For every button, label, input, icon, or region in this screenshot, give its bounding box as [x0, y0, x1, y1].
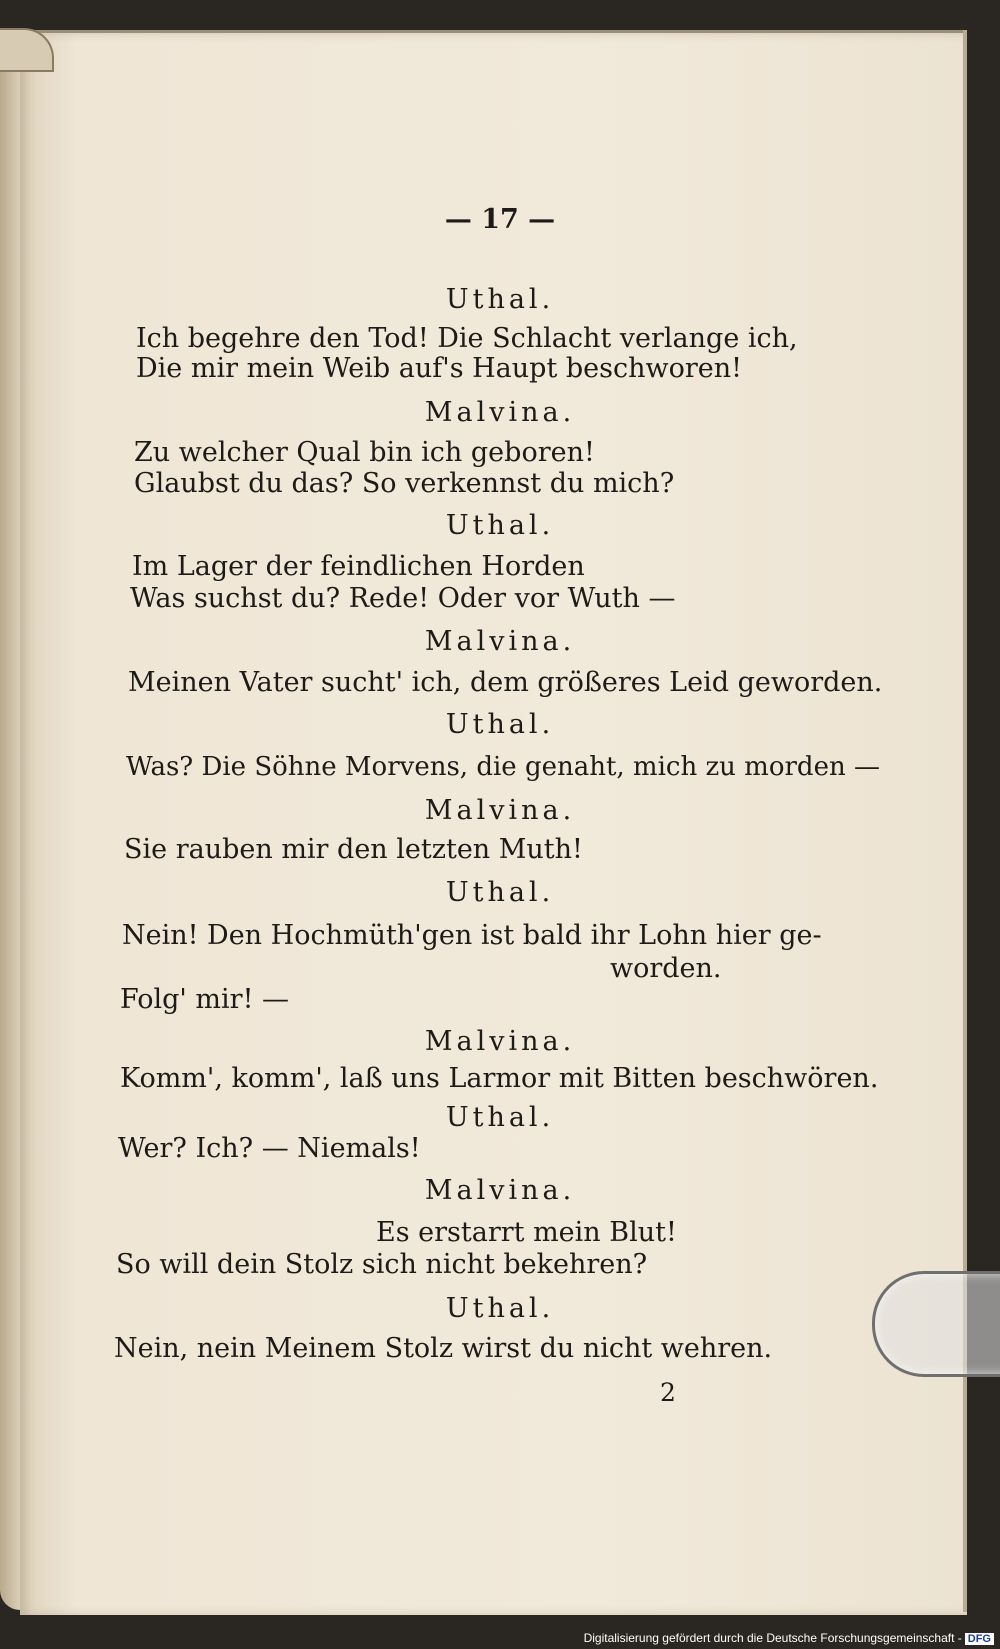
credit-text: Digitalisierung gefördert durch die Deutsche Forschungsgemeinschaft -: [583, 1631, 962, 1645]
speaker-name: Malvina.: [424, 795, 576, 826]
verse-line: Im Lager der feindlichen Horden: [132, 551, 585, 582]
verse-line: Folg' mir! —: [120, 984, 290, 1015]
verse-line: Die mir mein Weib auf's Haupt beschworen!: [136, 353, 742, 384]
verse-line: Zu welcher Qual bin ich geboren!: [134, 437, 595, 468]
dfg-logo: DFG: [965, 1633, 994, 1645]
verse-line: Nein, nein Meinem Stolz wirst du nicht wehren.: [114, 1333, 773, 1364]
verse-line: Nein! Den Hochmüth'gen ist bald ihr Lohn hier ge-: [122, 920, 822, 951]
verse-line: Meinen Vater sucht' ich, dem größeres Leid geworden.: [128, 667, 883, 698]
verse-line: Glaubst du das? So verkennst du mich?: [134, 468, 675, 499]
page-clip: [872, 1271, 1000, 1377]
speaker-name: Malvina.: [424, 626, 576, 657]
verse-line: Komm', komm', laß uns Larmor mit Bitten beschwören.: [120, 1063, 879, 1094]
speaker-name: Uthal.: [445, 1293, 555, 1324]
speaker-name: Malvina.: [424, 397, 576, 428]
verse-line: Wer? Ich? — Niemals!: [118, 1133, 421, 1164]
speaker-name: Uthal.: [445, 1102, 555, 1133]
verse-line: So will dein Stolz sich nicht bekehren?: [116, 1249, 648, 1280]
speaker-name: Uthal.: [445, 284, 555, 315]
verse-line-continuation: worden.: [610, 953, 722, 984]
speaker-name: Uthal.: [445, 510, 555, 541]
verse-line-indented: Es erstarrt mein Blut!: [376, 1217, 677, 1248]
verse-line: Was? Die Söhne Morvens, die genaht, mich zu morden —: [126, 752, 880, 782]
speaker-name: Uthal.: [445, 709, 555, 740]
verse-line: Sie rauben mir den letzten Muth!: [124, 834, 583, 865]
verse-line: Was suchst du? Rede! Oder vor Wuth —: [130, 583, 676, 614]
verse-line: Ich begehre den Tod! Die Schlacht verlange ich,: [136, 323, 798, 354]
speaker-name: Malvina.: [424, 1026, 576, 1057]
page-header: — 17 —: [444, 204, 556, 235]
digitization-credit: [584, 1631, 994, 1645]
signature-mark: 2: [660, 1378, 676, 1407]
speaker-name: Malvina.: [424, 1175, 576, 1206]
speaker-name: Uthal.: [445, 877, 555, 908]
